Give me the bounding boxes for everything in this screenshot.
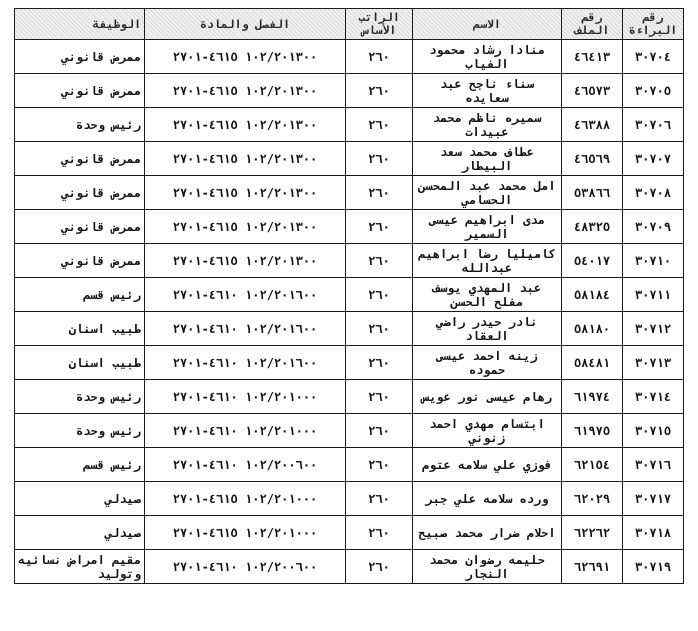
- header-row: [15, 9, 684, 40]
- base-salary-cell: ٢٦٠: [346, 142, 413, 176]
- file-number-cell: ٤٦٣٨٨: [562, 108, 623, 142]
- chapter-article-cell: ١٠٢/٢٠١٦٠٠ ٤٦١٠-٢٧٠١: [145, 312, 346, 346]
- name-cell: عبد المهدي يوسف مفلح الحسن: [413, 278, 562, 312]
- chapter-article-cell: ١٠٢/٢٠١٣٠٠ ٤٦١٥-٢٧٠١: [145, 142, 346, 176]
- chapter-article-cell: ١٠٢/٢٠١٣٠٠ ٤٦١٥-٢٧٠١: [145, 210, 346, 244]
- job-title-cell: رئيس وحدة: [15, 380, 145, 414]
- job-title-cell: ممرض قانوني: [15, 40, 145, 74]
- table-row: [15, 244, 684, 278]
- file-number-cell: ٤٨٣٢٥: [562, 210, 623, 244]
- certificate-number-cell: ٣٠٧١٧: [623, 482, 684, 516]
- base-salary-cell: ٢٦٠: [346, 74, 413, 108]
- chapter-article-cell: ١٠٢/٢٠١٣٠٠ ٤٦١٥-٢٧٠١: [145, 108, 346, 142]
- chapter-article-cell: ١٠٢/٢٠٠٦٠٠ ٤٦١٠-٢٧٠١: [145, 550, 346, 584]
- chapter-article-cell: ١٠٢/٢٠١٦٠٠ ٤٦١٠-٢٧٠١: [145, 346, 346, 380]
- file-number-cell: ٥٨١٨٠: [562, 312, 623, 346]
- job-title-cell: صيدلي: [15, 516, 145, 550]
- table-row: [15, 414, 684, 448]
- job-title-cell: ممرض قانوني: [15, 210, 145, 244]
- certificate-number-cell: ٣٠٧١٤: [623, 380, 684, 414]
- header-base-salary: الراتب الأساس: [346, 9, 413, 40]
- name-cell: احلام ضرار محمد صبيح: [413, 516, 562, 550]
- chapter-article-cell: ١٠٢/٢٠١٠٠٠ ٤٦١٥-٢٧٠١: [145, 482, 346, 516]
- base-salary-cell: ٢٦٠: [346, 482, 413, 516]
- certificate-number-cell: ٣٠٧٠٤: [623, 40, 684, 74]
- table-row: [15, 346, 684, 380]
- job-title-cell: رئيس قسم: [15, 278, 145, 312]
- file-number-cell: ٥٨١٨٤: [562, 278, 623, 312]
- chapter-article-cell: ١٠٢/٢٠١٦٠٠ ٤٦١٠-٢٧٠١: [145, 278, 346, 312]
- certificate-number-cell: ٣٠٧٠٥: [623, 74, 684, 108]
- base-salary-cell: ٢٦٠: [346, 176, 413, 210]
- header-chapter-article: الفصل والمادة: [145, 9, 346, 40]
- chapter-article-cell: ١٠٢/٢٠١٠٠٠ ٤٦١٥-٢٧٠١: [145, 516, 346, 550]
- table-row: [15, 142, 684, 176]
- job-title-cell: ممرض قانوني: [15, 244, 145, 278]
- name-cell: ابتسام مهدي احمد زنوني: [413, 414, 562, 448]
- name-cell: نادر حيدر راضي العقاد: [413, 312, 562, 346]
- job-title-cell: مقيم امراض نسائيه وتوليد: [15, 550, 145, 584]
- file-number-cell: ٦٢١٥٤: [562, 448, 623, 482]
- job-title-cell: ممرض قانوني: [15, 142, 145, 176]
- certificate-number-cell: ٣٠٧١٣: [623, 346, 684, 380]
- certificate-number-cell: ٣٠٧١٦: [623, 448, 684, 482]
- header-certificate-number: رقم البراءة: [623, 9, 684, 40]
- name-cell: حليمه رضوان محمد النجار: [413, 550, 562, 584]
- table-header: [15, 9, 684, 40]
- table-row: [15, 40, 684, 74]
- file-number-cell: ٦٢٢٦٢: [562, 516, 623, 550]
- name-cell: ورده سلامه علي جبر: [413, 482, 562, 516]
- file-number-cell: ٦٢٠٢٩: [562, 482, 623, 516]
- name-cell: سميره ناظم محمد عبيدات: [413, 108, 562, 142]
- base-salary-cell: ٢٦٠: [346, 380, 413, 414]
- certificate-number-cell: ٣٠٧١٨: [623, 516, 684, 550]
- certificate-number-cell: ٣٠٧٠٨: [623, 176, 684, 210]
- table-row: [15, 482, 684, 516]
- table-row: [15, 108, 684, 142]
- table-row: [15, 550, 684, 584]
- chapter-article-cell: ١٠٢/٢٠٠٦٠٠ ٤٦١٠-٢٧٠١: [145, 448, 346, 482]
- table-row: [15, 516, 684, 550]
- table-row: [15, 448, 684, 482]
- name-cell: فوزي علي سلامه عتوم: [413, 448, 562, 482]
- job-title-cell: ممرض قانوني: [15, 176, 145, 210]
- file-number-cell: ٥٤٠١٧: [562, 244, 623, 278]
- chapter-article-cell: ١٠٢/٢٠١٣٠٠ ٤٦١٥-٢٧٠١: [145, 244, 346, 278]
- certificate-number-cell: ٣٠٧١٢: [623, 312, 684, 346]
- job-title-cell: ممرض قانوني: [15, 74, 145, 108]
- name-cell: مدى ابراهيم عيسى السمير: [413, 210, 562, 244]
- name-cell: عطاف محمد سعد البيطار: [413, 142, 562, 176]
- file-number-cell: ٥٣٨٦٦: [562, 176, 623, 210]
- file-number-cell: ٤٦٤١٣: [562, 40, 623, 74]
- base-salary-cell: ٢٦٠: [346, 244, 413, 278]
- base-salary-cell: ٢٦٠: [346, 414, 413, 448]
- name-cell: سناء ناجح عبد سعايده: [413, 74, 562, 108]
- base-salary-cell: ٢٦٠: [346, 210, 413, 244]
- base-salary-cell: ٢٦٠: [346, 108, 413, 142]
- base-salary-cell: ٢٦٠: [346, 278, 413, 312]
- header-job-title: الوظيفة: [15, 9, 145, 40]
- file-number-cell: ٦٢٦٩١: [562, 550, 623, 584]
- certificate-number-cell: ٣٠٧٠٩: [623, 210, 684, 244]
- file-number-cell: ٥٨٤٨١: [562, 346, 623, 380]
- base-salary-cell: ٢٦٠: [346, 346, 413, 380]
- certificate-number-cell: ٣٠٧٠٧: [623, 142, 684, 176]
- table-row: [15, 74, 684, 108]
- base-salary-cell: ٢٦٠: [346, 448, 413, 482]
- name-cell: زينه احمد عيسى حموده: [413, 346, 562, 380]
- name-cell: امل محمد عبد المحسن الحسامي: [413, 176, 562, 210]
- name-cell: منادا رشاد محمود الفياب: [413, 40, 562, 74]
- base-salary-cell: ٢٦٠: [346, 516, 413, 550]
- chapter-article-cell: ١٠٢/٢٠١٣٠٠ ٤٦١٥-٢٧٠١: [145, 176, 346, 210]
- chapter-article-cell: ١٠٢/٢٠١٣٠٠ ٤٦١٥-٢٧٠١: [145, 74, 346, 108]
- table-row: [15, 380, 684, 414]
- name-cell: كاميليا رضا ابراهيم عبدالله: [413, 244, 562, 278]
- document-sheet: [14, 8, 684, 584]
- header-name: الاسم: [413, 9, 562, 40]
- certificate-number-cell: ٣٠٧١٩: [623, 550, 684, 584]
- job-title-cell: رئيس وحدة: [15, 108, 145, 142]
- base-salary-cell: ٢٦٠: [346, 550, 413, 584]
- header-file-number: رقم الملف: [562, 9, 623, 40]
- base-salary-cell: ٢٦٠: [346, 312, 413, 346]
- employee-table: [14, 8, 684, 584]
- name-cell: رهام عيسى نور عويس: [413, 380, 562, 414]
- table-row: [15, 278, 684, 312]
- certificate-number-cell: ٣٠٧١٥: [623, 414, 684, 448]
- file-number-cell: ٤٦٥٦٩: [562, 142, 623, 176]
- base-salary-cell: ٢٦٠: [346, 40, 413, 74]
- chapter-article-cell: ١٠٢/٢٠١٠٠٠ ٤٦١٠-٢٧٠١: [145, 414, 346, 448]
- job-title-cell: طبيب اسنان: [15, 346, 145, 380]
- table-row: [15, 176, 684, 210]
- file-number-cell: ٤٦٥٧٣: [562, 74, 623, 108]
- certificate-number-cell: ٣٠٧١١: [623, 278, 684, 312]
- certificate-number-cell: ٣٠٧٠٦: [623, 108, 684, 142]
- job-title-cell: طبيب اسنان: [15, 312, 145, 346]
- file-number-cell: ٦١٩٧٤: [562, 380, 623, 414]
- job-title-cell: رئيس قسم: [15, 448, 145, 482]
- table-body: [15, 40, 684, 584]
- job-title-cell: رئيس وحدة: [15, 414, 145, 448]
- chapter-article-cell: ١٠٢/٢٠١٠٠٠ ٤٦١٠-٢٧٠١: [145, 380, 346, 414]
- job-title-cell: صيدلي: [15, 482, 145, 516]
- table-row: [15, 312, 684, 346]
- table-row: [15, 210, 684, 244]
- chapter-article-cell: ١٠٢/٢٠١٣٠٠ ٤٦١٥-٢٧٠١: [145, 40, 346, 74]
- certificate-number-cell: ٣٠٧١٠: [623, 244, 684, 278]
- file-number-cell: ٦١٩٧٥: [562, 414, 623, 448]
